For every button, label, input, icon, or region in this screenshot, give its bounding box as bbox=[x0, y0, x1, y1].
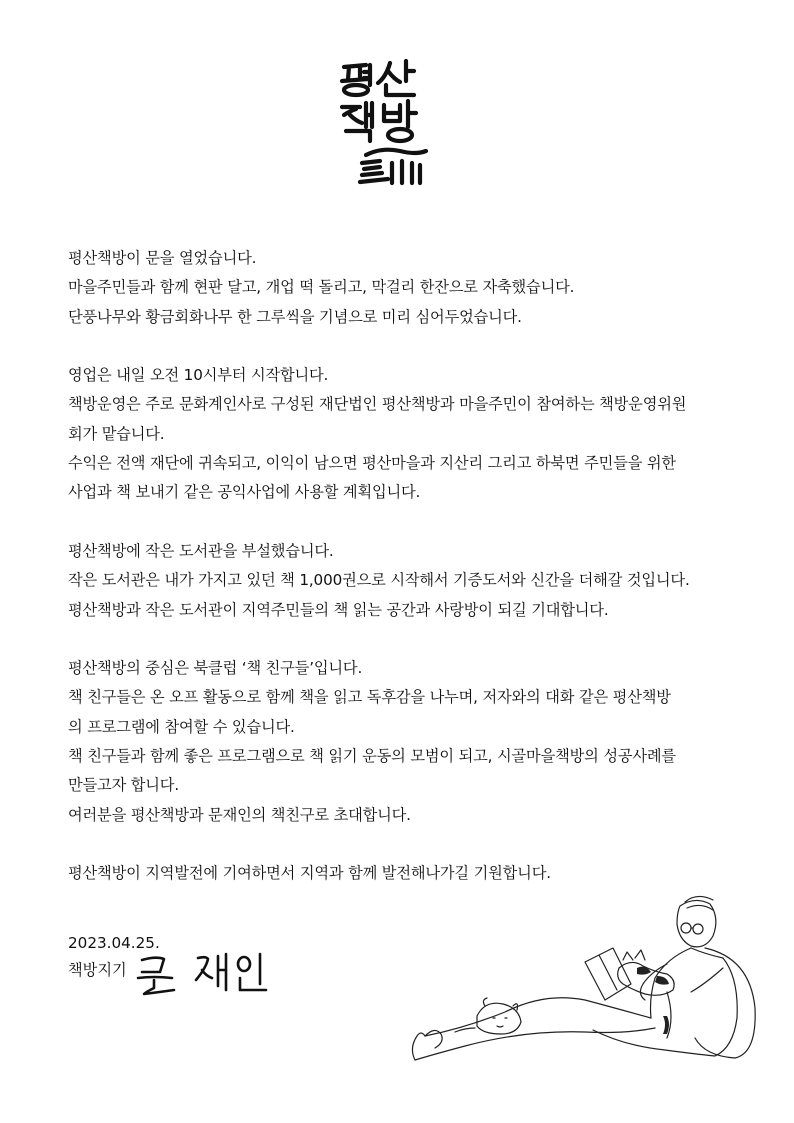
paragraph-line: 사업과 책 보내기 같은 공익사업에 사용할 계획입니다. bbox=[68, 483, 421, 502]
paragraph-line: 의 프로그램에 참여할 수 있습니다. bbox=[68, 717, 295, 736]
book bbox=[585, 948, 631, 1000]
paragraph-line: 평산책방이 지역발전에 기여하면서 지역과 함께 발전해나가길 기원합니다. bbox=[68, 864, 551, 883]
paragraph-gap bbox=[68, 830, 758, 859]
paragraph-line: 책방운영은 주로 문화계인사로 구성된 재단법인 평산책방과 마을주민이 참여하는 책방운영위원 bbox=[68, 395, 687, 414]
paragraph-gap bbox=[68, 625, 758, 654]
paragraph-line: 작은 도서관은 내가 가지고 있던 책 1,000권으로 시작해서 기증도서와 신간을 더해갈 것입니다. bbox=[68, 571, 690, 590]
paragraph-line: 영업은 내일 오전 10시부터 시작합니다. bbox=[68, 366, 329, 385]
paragraph-line: 평산책방의 중심은 북클럽 ‘책 친구들’입니다. bbox=[68, 659, 363, 678]
paragraph-line: 회가 맡습니다. bbox=[68, 424, 165, 443]
logo-calligraphy bbox=[330, 55, 460, 190]
paragraph-line: 책 친구들과 함께 좋은 프로그램으로 책 읽기 운동의 모범이 되고, 시골마을책방의 성공사례를 bbox=[68, 747, 676, 766]
paragraph-line: 마을주민들과 함께 현판 달고, 개업 떡 돌리고, 막걸리 한잔으로 자축했습니다. bbox=[68, 278, 575, 297]
paragraph-line: 평산책방과 작은 도서관이 지역주민들의 책 읽는 공간과 사랑방이 되길 기대합니다. bbox=[68, 600, 609, 619]
paragraph-line: 평산책방에 작은 도서관을 부설했습니다. bbox=[68, 541, 334, 560]
paragraph-line: 여러분을 평산책방과 문재인의 책친구로 초대합니다. bbox=[68, 805, 411, 824]
paragraph-line: 수익은 전액 재단에 귀속되고, 이익이 남으면 평산마을과 지산리 그리고 하북면 주민들을 위한 bbox=[68, 454, 676, 473]
paragraph-gap bbox=[68, 508, 758, 537]
letter-body bbox=[68, 244, 758, 889]
pyeongsan-bookstore-logo bbox=[330, 55, 460, 190]
signer-title: 책방지기 bbox=[68, 961, 127, 979]
paragraph-line: 책 친구들은 온 오프 활동으로 함께 책을 읽고 독후감을 나누며, 저자와의 대화 같은 평산책방 bbox=[68, 688, 671, 707]
paragraph-line: 만들고자 합니다. bbox=[68, 776, 180, 795]
reading-man-illustration bbox=[405, 888, 765, 1073]
paragraph-line: 평산책방이 문을 열었습니다. bbox=[68, 249, 257, 267]
paragraph-gap bbox=[68, 332, 758, 361]
handwritten-signature bbox=[136, 950, 276, 1000]
paragraph-line: 단풍나무와 황금회화나무 한 그루씩을 기념으로 미리 심어두었습니다. bbox=[68, 307, 522, 326]
letter-date: 2023.04.25. bbox=[68, 934, 160, 952]
